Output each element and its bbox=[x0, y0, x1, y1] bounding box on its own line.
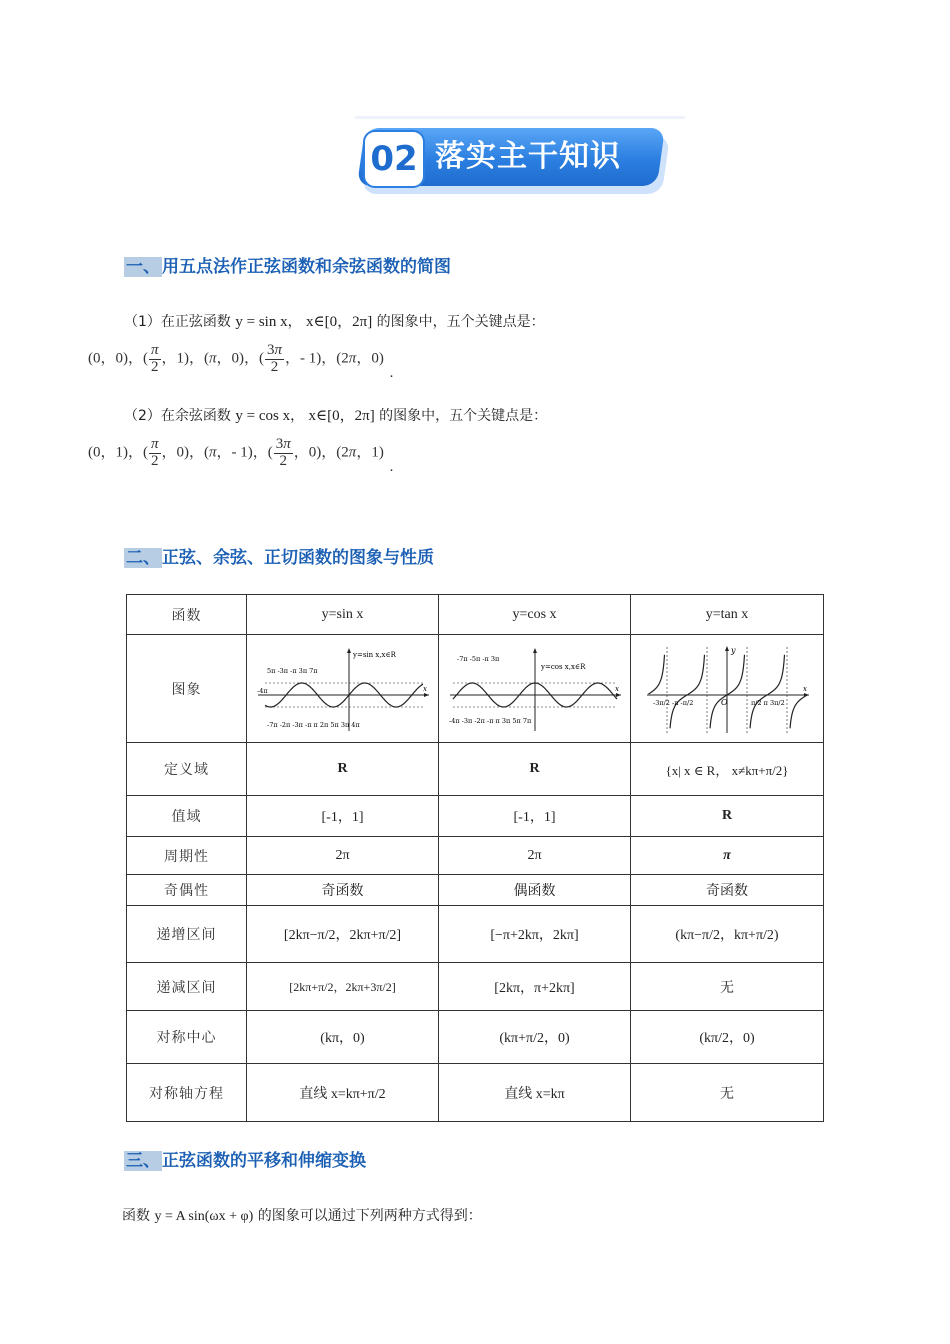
sin-y-arrow bbox=[347, 648, 351, 653]
item1-line: （1）在正弦函数 y = sin x， x∈[0，2π] 的图象中，五个关键点是： bbox=[124, 314, 545, 330]
sin-parity: 奇函数 bbox=[247, 875, 439, 906]
item2-prefix: （2）在余弦函数 bbox=[124, 408, 231, 424]
cos-domain: R bbox=[439, 743, 631, 796]
header-sin: y=sin x bbox=[247, 595, 439, 635]
header-tan: y=tan x bbox=[631, 595, 824, 635]
inc-label: 递增区间 bbox=[127, 906, 247, 963]
cos-range: [-1，1] bbox=[439, 796, 631, 837]
item2-period: . bbox=[389, 458, 394, 475]
cos-graph bbox=[445, 643, 625, 735]
sin-x-arrow bbox=[424, 693, 429, 697]
sin-inc: [2kπ−π/2，2kπ+π/2] bbox=[247, 906, 439, 963]
cos-x-arrow bbox=[616, 693, 621, 697]
header-func-label: 函数 bbox=[127, 595, 247, 635]
section1-heading-num: 一、 bbox=[126, 257, 160, 277]
section3-heading-num: 三、 bbox=[126, 1151, 160, 1171]
table-row-graph bbox=[127, 635, 824, 743]
section1-heading-text: 用五点法作正弦函数和余弦函数的简图 bbox=[162, 257, 451, 277]
banner-title: 落实主干知识 bbox=[435, 139, 621, 174]
tan-center: (kπ/2，0) bbox=[631, 1011, 824, 1064]
tan-y-arrow bbox=[725, 646, 729, 651]
section3-prefix: 函数 bbox=[122, 1208, 150, 1224]
sin-period: 2π bbox=[247, 837, 439, 875]
cos-center: (kπ+π/2，0) bbox=[439, 1011, 631, 1064]
sin-tick-bottom: -7π -2π -3π -π π 2π 5π 3π 4π bbox=[266, 720, 360, 729]
item1-domain: x∈[0，2π] bbox=[306, 314, 373, 330]
item2-suffix: 的图象中，五个关键点是： bbox=[379, 408, 548, 424]
range-label: 值域 bbox=[127, 796, 247, 837]
table-row-decreasing bbox=[127, 963, 824, 1011]
cos-x-name: x bbox=[614, 684, 619, 693]
table-row-parity bbox=[127, 875, 824, 906]
tan-x-name: x bbox=[803, 684, 807, 693]
banner-number: 02 bbox=[363, 130, 425, 188]
tan-graph-cell bbox=[631, 635, 824, 743]
table-row-header bbox=[127, 595, 824, 635]
tan-period: π bbox=[631, 837, 824, 875]
cos-inc: [−π+2kπ，2kπ] bbox=[439, 906, 631, 963]
item2-line: （2）在余弦函数 y = cos x， x∈[0，2π] 的图象中，五个关键点是： bbox=[124, 408, 548, 424]
item1-prefix: （1）在正弦函数 bbox=[124, 314, 231, 330]
center-label: 对称中心 bbox=[127, 1011, 247, 1064]
domain-label: 定义域 bbox=[127, 743, 247, 796]
sin-graph bbox=[253, 643, 433, 735]
table-row-center bbox=[127, 1011, 824, 1064]
sin-center: (kπ，0) bbox=[247, 1011, 439, 1064]
sin-tick-left: -4π bbox=[256, 686, 268, 695]
cos-dec: [2kπ，π+2kπ] bbox=[439, 963, 631, 1011]
item2-func: y = cos x bbox=[235, 408, 291, 424]
tan-y-name: y bbox=[731, 645, 736, 655]
tan-tick-right: π/2 π 3π/2 bbox=[751, 698, 785, 707]
tan-tick-left: -3π/2 -π -π/2 bbox=[653, 698, 694, 707]
section2-heading-text: 正弦、余弦、正切函数的图象与性质 bbox=[162, 548, 434, 568]
sin-x-name: x bbox=[422, 684, 427, 693]
cos-parity: 偶函数 bbox=[439, 875, 631, 906]
item1-func: y = sin x bbox=[235, 314, 288, 330]
tan-domain: {x| x ∈ R， x≠kπ+π/2} bbox=[631, 743, 824, 796]
table-row-axis bbox=[127, 1064, 824, 1122]
parity-label: 奇偶性 bbox=[127, 875, 247, 906]
tan-inc: (kπ−π/2，kπ+π/2) bbox=[631, 906, 824, 963]
table-row-domain bbox=[127, 743, 824, 796]
item2-domain: x∈[0，2π] bbox=[308, 408, 375, 424]
header-cos: y=cos x bbox=[439, 595, 631, 635]
tan-parity: 奇函数 bbox=[631, 875, 824, 906]
table-row-increasing bbox=[127, 906, 824, 963]
sin-axis: 直线 x=kπ+π/2 bbox=[247, 1064, 439, 1122]
section3-line bbox=[122, 1205, 482, 1225]
table-row-range bbox=[127, 796, 824, 837]
banner-band bbox=[355, 116, 685, 119]
section2-heading-num: 二、 bbox=[126, 548, 160, 568]
dec-label: 递减区间 bbox=[127, 963, 247, 1011]
tan-origin: O bbox=[721, 697, 728, 707]
sin-range: [-1，1] bbox=[247, 796, 439, 837]
axis-label: 对称轴方程 bbox=[127, 1064, 247, 1122]
sin-dec: [2kπ+π/2，2kπ+3π/2] bbox=[247, 963, 439, 1011]
item2-points: (0，1)，( $\frac{\pi}{2}$ ，0)，(π，- 1)，( $\frac{3\pi}{2}$ ，0)，(2π，1) . bbox=[88, 436, 394, 475]
section3-heading-text: 正弦函数的平移和伸缩变换 bbox=[162, 1151, 366, 1171]
tan-graph bbox=[637, 643, 817, 735]
cos-period: 2π bbox=[439, 837, 631, 875]
sin-domain: R bbox=[247, 743, 439, 796]
cos-tick-top: -7π -5π -π 3π bbox=[456, 654, 499, 663]
cos-axis: 直线 x=kπ bbox=[439, 1064, 631, 1122]
section3-func: y = A sin(ωx + φ) bbox=[154, 1209, 254, 1224]
item1-period: . bbox=[389, 364, 394, 381]
tan-axis: 无 bbox=[631, 1064, 824, 1122]
sin-tick-top: 5π -3π -π 3π 7π bbox=[266, 666, 318, 675]
section3-suffix: 的图象可以通过下列两种方式得到： bbox=[257, 1208, 482, 1224]
graph-label: 图象 bbox=[127, 635, 247, 743]
table-row-period bbox=[127, 837, 824, 875]
tan-curve bbox=[649, 654, 808, 728]
section2-heading bbox=[124, 543, 434, 568]
cos-tick-bottom: -4π -3π -2π -π π 3π 5π 7π bbox=[448, 716, 531, 725]
cos-y-arrow bbox=[533, 648, 537, 653]
tan-range: R bbox=[631, 796, 824, 837]
properties-table bbox=[126, 594, 824, 1122]
item1-suffix: 的图象中，五个关键点是： bbox=[376, 314, 545, 330]
tan-dec: 无 bbox=[631, 963, 824, 1011]
period-label: 周期性 bbox=[127, 837, 247, 875]
item1-points: (0，0)，( $\frac{\pi}{2}$ ，1)，(π，0)，( $\frac{3\pi}{2}$ ，- 1)，(2π，0) . bbox=[88, 342, 394, 381]
section-banner bbox=[355, 112, 685, 202]
sin-graph-label: y=sin x,x∈R bbox=[352, 650, 396, 659]
section1-heading bbox=[124, 252, 451, 277]
cos-graph-label: y=cos x,x∈R bbox=[540, 662, 585, 671]
sin-graph-cell bbox=[247, 635, 439, 743]
cos-graph-cell bbox=[439, 635, 631, 743]
section3-heading bbox=[124, 1146, 366, 1171]
